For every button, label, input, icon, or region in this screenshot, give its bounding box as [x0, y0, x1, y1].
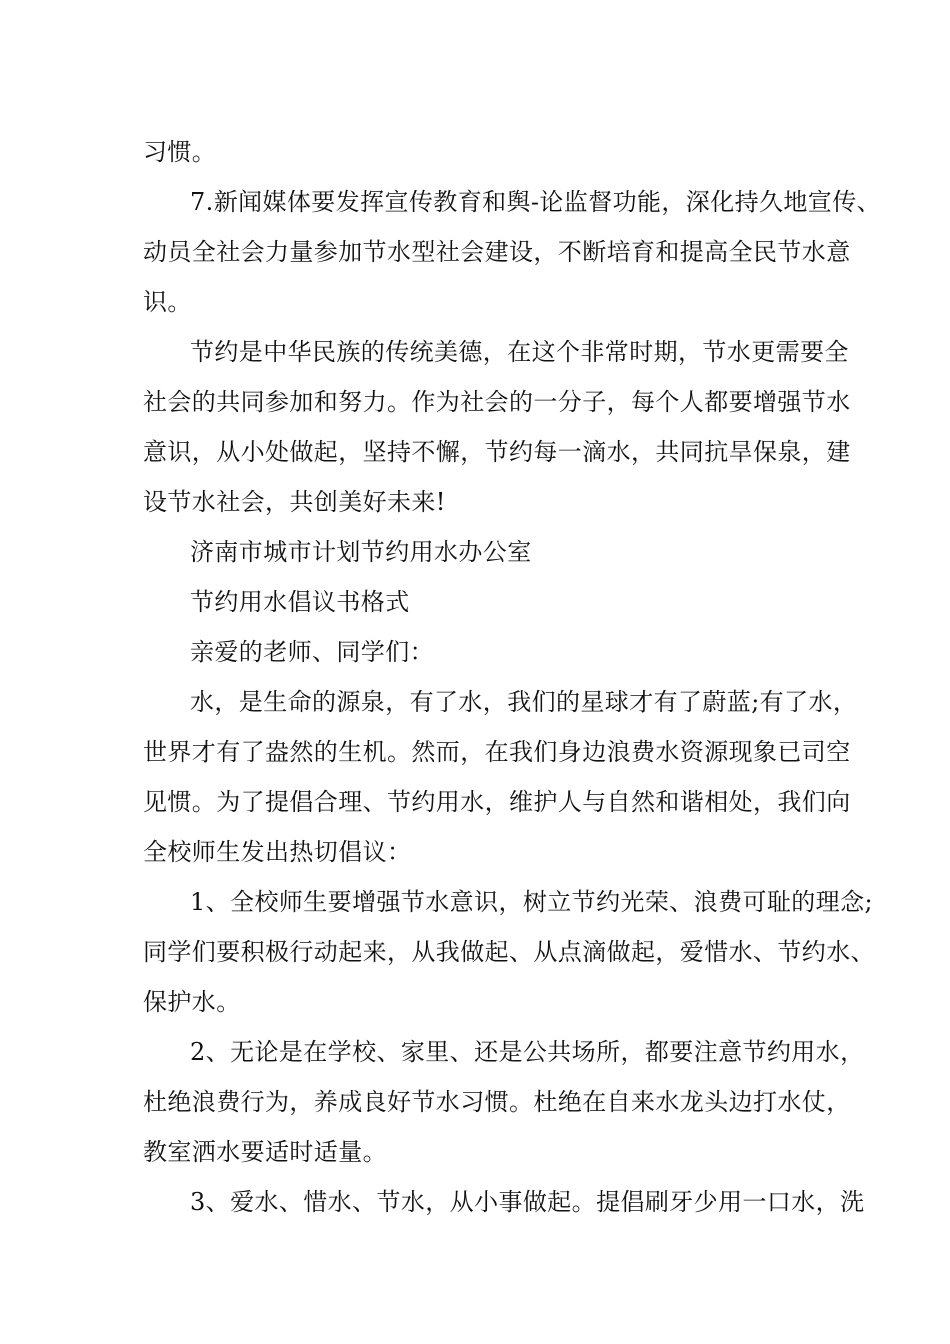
text-line: 杜绝浪费行为，养成良好节水习惯。杜绝在自来水龙头边打水仗， [143, 1088, 851, 1116]
text-line: 1、全校师生要增强节水意识，树立节约光荣、浪费可耻的理念; [190, 888, 873, 916]
text-line: 全校师生发出热切倡议： [143, 838, 412, 866]
text-line: 2、无论是在学校、家里、还是公共场所，都要注意节约用水， [190, 1038, 865, 1066]
text-line: 水，是生命的源泉，有了水，我们的星球才有了蔚蓝;有了水， [190, 688, 858, 716]
section-title: 节约用水倡议书格式 [190, 588, 410, 616]
text-line: 意识，从小处做起，坚持不懈，节约每一滴水，共同抗旱保泉，建 [143, 438, 851, 466]
text-line: 教室洒水要适时适量。 [143, 1138, 387, 1166]
text-line: 社会的共同参加和努力。作为社会的一分子，每个人都要增强节水 [143, 388, 851, 416]
signature-line: 济南市城市计划节约用水办公室 [190, 538, 532, 566]
text-line: 识。 [143, 288, 192, 316]
salutation: 亲爱的老师、同学们： [190, 638, 434, 666]
text-line: 保护水。 [143, 988, 241, 1016]
text-line: 节约是中华民族的传统美德，在这个非常时期，节水更需要全 [190, 338, 849, 366]
text-line: 动员全社会力量参加节水型社会建设，不断培育和提高全民节水意 [143, 238, 851, 266]
text-line: 7.新闻媒体要发挥宣传教育和舆-论监督功能，深化持久地宣传、 [190, 188, 882, 216]
text-line: 设节水社会，共创美好未来! [143, 488, 446, 516]
text-line: 习惯。 [143, 138, 217, 166]
text-line: 3、爱水、惜水、节水，从小事做起。提倡刷牙少用一口水，洗 [190, 1188, 865, 1216]
text-line: 世界才有了盎然的生机。然而，在我们身边浪费水资源现象已司空 [143, 738, 851, 766]
text-line: 同学们要积极行动起来，从我做起、从点滴做起，爱惜水、节约水、 [143, 938, 875, 966]
text-line: 见惯。为了提倡合理、节约用水，维护人与自然和谐相处，我们向 [143, 788, 851, 816]
